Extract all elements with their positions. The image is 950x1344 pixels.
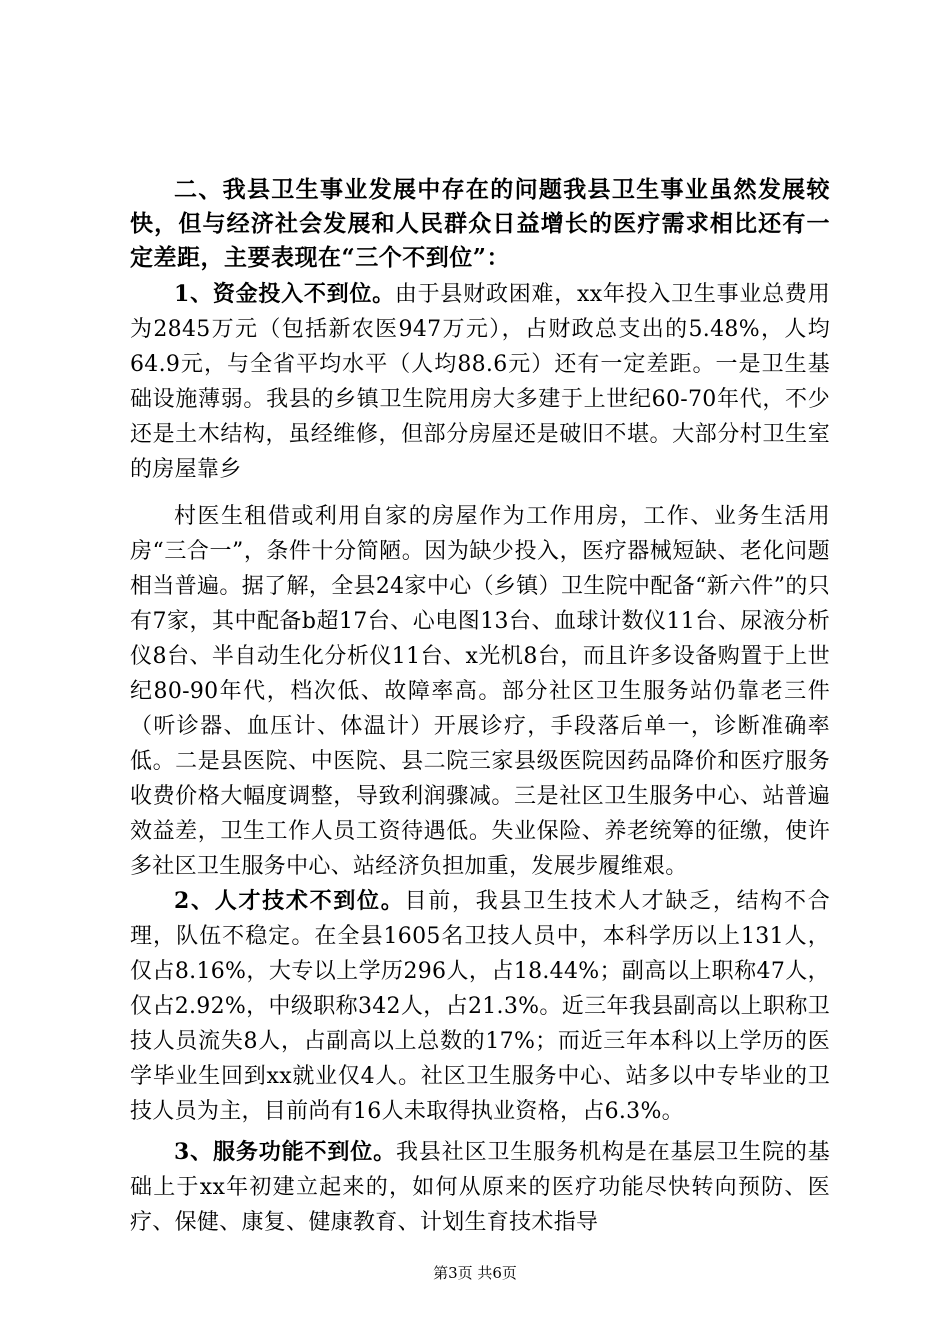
paragraph-lead: 3、服务功能不到位。: [174, 1139, 397, 1165]
paragraph-service: [130, 1135, 830, 1240]
section-heading: 二、我县卫生事业发展中存在的问题我县卫生事业虽然发展较快，但与经济社会发展和人民群众日益增长的医疗需求相比还有一定差距，主要表现在“三个不到位”：: [130, 176, 830, 271]
paragraph-text: 我县社区卫生服务机构是在基层卫生院的基础上于xx年初建立起来的，如何从原来的医疗功能尽快转向预防、医疗、保健、康复、健康教育、计划生育技术指导: [130, 1140, 831, 1235]
paragraph-text: 目前，我县卫生技术人才缺乏，结构不合理，队伍不稳定。在全县1605名卫技人员中，本科学历以上131人，仅占8.16%，大专以上学历296人，占18.44%；副高以上职称47人，仅占2.92%，中级职称342人，占21.3%。近三年我县副高以上职称卫技人员流失8人，占副高以上总数的17%；而近三年本科以上学历的医学毕业生回到xx就业仅4人。社区卫生服务中心、站多以中专毕业的卫技人员为主，目前尚有16人未取得执业资格，占6.3%。: [130, 889, 831, 1124]
paragraph-lead: 1、资金投入不到位。: [174, 281, 395, 307]
paragraph-lead: 2、人才技术不到位。: [174, 888, 405, 914]
paragraph-talent: [130, 884, 830, 1129]
paragraph-text: 由于县财政困难，xx年投入卫生事业总费用为2845万元（包括新农医947万元），占财政总支出的5.48%，人均64.9元，与全省平均水平（人均88.6元）还有一定差距。一是卫生基础设施薄弱。我县的乡镇卫生院用房大多建于上世纪60-70年代，不少还是土木结构，虽经维修，但部分房屋还是破旧不堪。大部分村卫生室的房屋靠乡: [130, 282, 830, 482]
paragraph-funding-continued: 村医生租借或利用自家的房屋作为工作用房，工作、业务生活用房“三合一”，条件十分简陋。因为缺少投入，医疗器械短缺、老化问题相当普遍。据了解，全县24家中心（乡镇）卫生院中配备“新六件”的只有7家，其中配备b超17台、心电图13台、血球计数仪11台、尿液分析仪8台、半自动生化分析仪11台、x光机8台，而且许多设备购置于上世纪80-90年代，档次低、故障率高。部分社区卫生服务站仍靠老三件（听诊器、血压计、体温计）开展诊疗，手段落后单一，诊断准确率低。二是县医院、中医院、县二院三家县级医院因药品降价和医疗服务收费价格大幅度调整，导致利润骤减。三是社区卫生服务中心、站普遍效益差，卫生工作人员工资待遇低。失业保险、养老统筹的征缴，使许多社区卫生服务中心、站经济负担加重，发展步履维艰。: [130, 504, 830, 879]
document-body: [130, 173, 830, 1240]
page-number-footer: 第3页 共6页: [433, 1264, 517, 1282]
paragraph-funding: [130, 277, 830, 487]
